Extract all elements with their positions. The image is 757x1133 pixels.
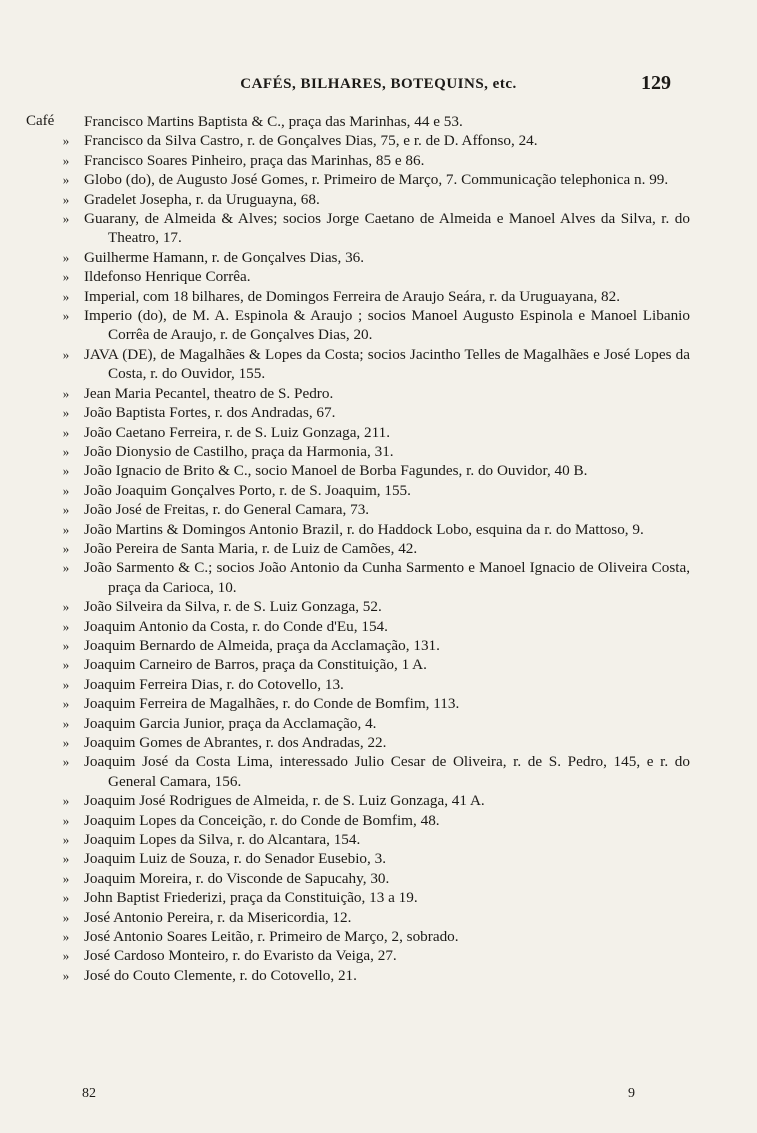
list-item	[30, 694, 690, 713]
entry-marker: »	[62, 521, 70, 537]
list-item	[30, 617, 690, 636]
list-item	[30, 752, 690, 791]
entry-marker: »	[62, 443, 70, 459]
entry-marker: »	[62, 424, 70, 440]
entry-text: Joaquim Moreira, r. do Visconde de Sapucahy, 30.	[84, 869, 390, 887]
entry-marker: »	[62, 133, 70, 149]
entry-marker: »	[62, 152, 70, 168]
entry-text: John Baptist Friederizi, praça da Constituição, 13 a 19.	[84, 889, 418, 907]
entry-text: João Silveira da Silva, r. de S. Luiz Gonzaga, 52.	[84, 598, 382, 616]
entry-text: JAVA (DE), de Magalhães & Lopes da Costa; socios Jacintho Telles de Magalhães e José Lopes da Costa, r. do Ouvidor, 155.	[84, 345, 690, 383]
entry-marker: »	[62, 172, 70, 188]
entry-text: Francisco Soares Pinheiro, praça das Marinhas, 85 e 86.	[84, 151, 425, 169]
list-item	[30, 267, 690, 286]
entry-text: João Sarmento & C.; socios João Antonio da Cunha Sarmento e Manoel Ignacio de Oliveira Costa, praça da Carioca, 10.	[84, 559, 690, 596]
list-item	[30, 636, 690, 655]
entry-marker: »	[62, 967, 70, 983]
entry-text: Joaquim Luiz de Souza, r. do Senador Eusebio, 3.	[84, 850, 387, 868]
entry-marker: »	[62, 463, 70, 479]
entry-text: Joaquim José da Costa Lima, interessado Julio Cesar de Oliveira, r. de S. Pedro, 145, e r. do General Camara, 156.	[84, 753, 690, 790]
entry-marker: »	[62, 540, 70, 556]
list-item	[30, 655, 690, 674]
list-item	[30, 442, 690, 461]
entry-text: Joaquim Ferreira Dias, r. do Cotovello, 13.	[84, 675, 344, 693]
entry-text: Joaquim José Rodrigues de Almeida, r. de S. Luiz Gonzaga, 41 A.	[84, 792, 485, 810]
entry-marker: »	[62, 929, 70, 945]
list-item	[30, 306, 690, 345]
entry-marker: »	[62, 754, 70, 770]
entry-marker: »	[62, 890, 70, 906]
list-item	[30, 520, 690, 539]
list-item	[30, 908, 690, 927]
list-item	[30, 811, 690, 830]
page-number: 129	[641, 72, 671, 94]
entry-marker: »	[62, 618, 70, 634]
list-item	[30, 849, 690, 868]
entry-text: João Baptista Fortes, r. dos Andradas, 67.	[84, 404, 336, 422]
entry-text: João Dionysio de Castilho, praça da Harmonia, 31.	[84, 442, 394, 460]
list-item	[30, 287, 690, 306]
entry-text: Guarany, de Almeida & Alves; socios Jorge Caetano de Almeida e Manoel Alves da Silva, r. do Theatro, 17.	[84, 210, 690, 247]
entry-text: João Joaquim Gonçalves Porto, r. de S. Joaquim, 155.	[84, 481, 411, 499]
entry-marker: »	[62, 385, 70, 401]
entry-marker: »	[62, 502, 70, 518]
list-item	[30, 345, 690, 384]
entry-text: Joaquim Ferreira de Magalhães, r. do Conde de Bomfim, 113.	[84, 695, 460, 713]
entry-marker: »	[62, 288, 70, 304]
entry-marker: »	[62, 812, 70, 828]
entry-text: João Caetano Ferreira, r. de S. Luiz Gonzaga, 211.	[84, 423, 391, 441]
list-item	[30, 500, 690, 519]
entry-marker: »	[62, 482, 70, 498]
list-item	[30, 597, 690, 616]
list-item	[30, 733, 690, 752]
entry-marker: »	[62, 249, 70, 265]
entry-marker: »	[62, 832, 70, 848]
entry-marker: »	[62, 909, 70, 925]
list-item	[30, 830, 690, 849]
entry-marker: »	[62, 191, 70, 207]
entry-text: Joaquim Bernardo de Almeida, praça da Acclamação, 131.	[84, 636, 440, 654]
entry-marker: »	[62, 560, 70, 576]
entry-text: Guilherme Hamann, r. de Gonçalves Dias, 36.	[84, 248, 365, 266]
entry-list	[26, 112, 690, 985]
list-item	[30, 131, 690, 150]
list-item	[30, 384, 690, 403]
footer-mark: 9	[628, 1086, 635, 1101]
entry-text: Joaquim Lopes da Conceição, r. do Conde de Bomfim, 48.	[84, 811, 440, 829]
list-item	[30, 481, 690, 500]
entry-marker: »	[62, 211, 70, 227]
list-item	[30, 927, 690, 946]
entry-marker: »	[62, 851, 70, 867]
entry-marker: »	[62, 637, 70, 653]
entry-text: José do Couto Clemente, r. do Cotovello, 21.	[84, 966, 357, 984]
entry-text: Joaquim Antonio da Costa, r. do Conde d'Eu, 154.	[84, 617, 388, 635]
entry-marker: »	[62, 599, 70, 615]
entry-marker: »	[62, 405, 70, 421]
list-item	[30, 170, 690, 189]
entry-marker: »	[62, 793, 70, 809]
entry-marker: »	[62, 735, 70, 750]
entry-marker: »	[62, 308, 70, 324]
list-item	[30, 714, 690, 733]
list-item	[30, 869, 690, 888]
entry-marker: Café	[26, 113, 55, 129]
entry-text: João Martins & Domingos Antonio Brazil, r. do Haddock Lobo, esquina da r. do Mattoso, 9.	[84, 520, 644, 538]
list-item	[30, 209, 690, 248]
list-item	[26, 112, 690, 131]
entry-marker: »	[62, 346, 70, 362]
entry-text: João Ignacio de Brito & C., socio Manoel de Borba Fagundes, r. do Ouvidor, 40 B.	[84, 462, 588, 480]
page-title: CAFÉS, BILHARES, BOTEQUINS, etc.	[240, 76, 517, 92]
signature-mark: 82	[82, 1086, 96, 1101]
entry-text: João José de Freitas, r. do General Camara, 73.	[84, 501, 370, 519]
entry-text: Jean Maria Pecantel, theatro de S. Pedro.	[84, 384, 334, 402]
entry-marker: »	[62, 870, 70, 886]
entry-marker: »	[62, 269, 70, 285]
entry-marker: »	[62, 715, 70, 731]
entry-text: Globo (do), de Augusto José Gomes, r. Primeiro de Março, 7. Communicação telephonica n. 99.	[84, 171, 669, 189]
list-item	[30, 966, 690, 985]
entry-text: Joaquim Garcia Junior, praça da Acclamação, 4.	[84, 714, 377, 732]
entry-text: Gradelet Josepha, r. da Uruguayna, 68.	[84, 190, 320, 208]
entry-text: Francisco Martins Baptista & C., praça das Marinhas, 44 e 53.	[84, 113, 463, 130]
entry-text: Imperio (do), de M. A. Espinola & Araujo ; socios Manoel Augusto Espinola e Manoel Libanio Corrêa de Araujo, r. de Gonçalves Dias, 20.	[84, 307, 690, 344]
list-item	[30, 539, 690, 558]
list-item	[30, 888, 690, 907]
entry-text: Joaquim Carneiro de Barros, praça da Constituição, 1 A.	[84, 656, 427, 674]
entry-text: Joaquim Lopes da Silva, r. do Alcantara, 154.	[84, 831, 361, 849]
entry-text: Joaquim Gomes de Abrantes, r. dos Andradas, 22.	[84, 734, 387, 751]
entry-text: João Pereira de Santa Maria, r. de Luiz de Camões, 42.	[84, 539, 418, 557]
list-item	[30, 423, 690, 442]
list-item	[30, 190, 690, 209]
list-item	[30, 558, 690, 597]
entry-marker: »	[62, 657, 70, 673]
entry-marker: »	[62, 696, 70, 712]
entry-text: Ildefonso Henrique Corrêa.	[84, 268, 251, 286]
entry-text: Francisco da Silva Castro, r. de Gonçalves Dias, 75, e r. de D. Affonso, 24.	[84, 132, 538, 150]
entry-text: Imperial, com 18 bilhares, de Domingos Ferreira de Araujo Seára, r. da Uruguayana, 82.	[84, 287, 621, 305]
list-item	[30, 461, 690, 480]
list-item	[30, 946, 690, 965]
entry-marker: »	[62, 948, 70, 964]
entry-text: José Cardoso Monteiro, r. do Evaristo da Veiga, 27.	[84, 947, 397, 965]
list-item	[30, 403, 690, 422]
list-item	[30, 675, 690, 694]
entry-text: José Antonio Pereira, r. da Misericordia, 12.	[84, 908, 352, 926]
list-item	[30, 248, 690, 267]
list-item	[30, 791, 690, 810]
entry-text: José Antonio Soares Leitão, r. Primeiro de Março, 2, sobrado.	[84, 928, 459, 946]
list-item	[30, 151, 690, 170]
entry-marker: »	[62, 676, 70, 692]
